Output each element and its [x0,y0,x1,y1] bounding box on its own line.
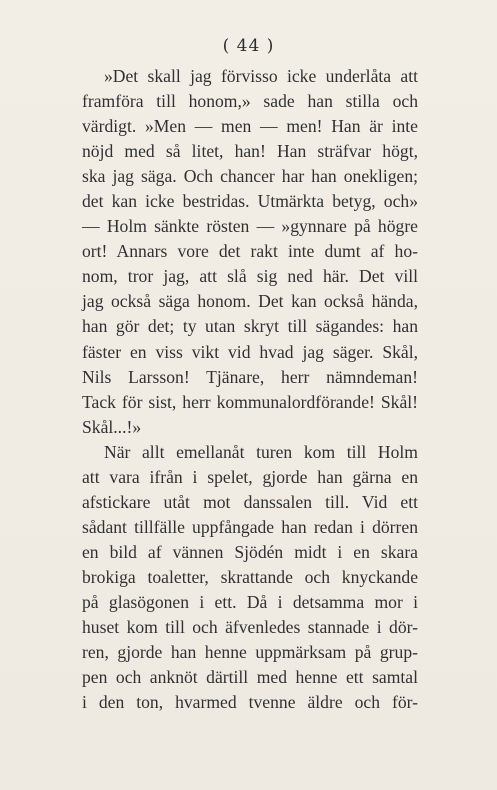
text-line: det kan icke bestridas. Utmärkta betyg, och» [82,191,418,212]
text-line: ort! Annars vore det rakt inte dumt af ho- [82,241,418,262]
text-line: fäster en viss vikt vid hvad jag säger. Skål, [82,341,418,362]
text-line: »Det skall jag förvisso icke underlåta att [104,66,418,86]
text-line: nöjd med så litet, han! Han sträfvar högt, [82,141,418,162]
text-line: nom, tror jag, att slå sig ned här. Det vill [82,266,418,287]
text-line: pen och anknöt därtill med henne ett samtal [82,667,418,688]
text-line: — Holm sänkte rösten — »gynnare på högre [82,216,418,237]
text-line: afstickare utåt mot danssalen till. Vid ett [82,491,418,512]
text-line: huset kom till och äfvenledes stannade i dör- [82,617,418,638]
text-line: på glasögonen i ett. Då i detsamma mor i [82,591,418,612]
page-number: ( 44 ) [222,36,275,56]
text-line: Skål...!» [82,416,142,437]
text-line: i den ton, hvarmed tvenne äldre och för- [82,692,418,713]
text-line: ren, gjorde han henne uppmärksam på grup- [82,642,418,663]
text-line: han gör det; ty utan skryt till sägandes: han [82,316,418,337]
text-line: värdigt. »Men — men — men! Han är inte [82,116,418,137]
text-line: sådant tillfälle uppfångade han redan i dörren [82,516,418,537]
text-line: jag också säga honom. Det kan också hända, [82,291,418,312]
body-text [82,64,418,715]
text-line: en bild af vännen Sjödén midt i en skara [82,541,418,562]
text-line: brokiga toaletter, skrattande och knyckande [82,566,418,587]
text-line: att vara ifrån i spelet, gjorde han gärna en [82,466,418,487]
text-line: När allt emellanåt turen kom till Holm [104,441,418,462]
text-line: Nils Larsson! Tjänare, herr nämndeman! [82,366,418,387]
text-line: framföra till honom,» sade han stilla och [82,91,418,112]
text-line: Tack för sist, herr kommunalordförande! Skål! [82,391,418,412]
text-line: ska jag säga. Och chancer har han onekligen; [82,166,418,187]
